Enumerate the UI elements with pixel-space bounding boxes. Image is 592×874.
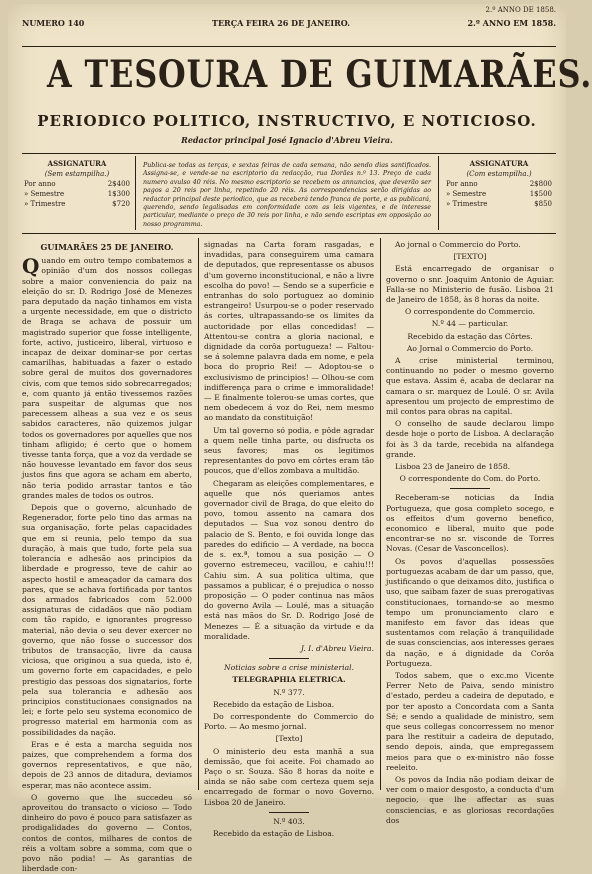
header-rule: [22, 46, 556, 47]
article-paragraph: Do correspondente do Commercio do Porto. — Ao mesmo jornal.: [204, 711, 374, 732]
column-3: [386, 240, 554, 825]
article-signature: O correspondente do Commercio.: [405, 307, 535, 317]
subscription-note: (Com estampilha.): [466, 170, 532, 178]
header-line: [22, 6, 556, 36]
subscription-title: ASSIGNATURA: [469, 159, 529, 168]
section-heading: TELEGRAPHIA ELETRICA.: [232, 675, 346, 685]
article-paragraph: Recebido da estação de Lisboa.: [213, 828, 335, 838]
article-paragraph: A crise ministerial terminou, continuando no poder o mesmo governo que estava. Assim é, acaba de declarar na camara o sr. marquez de Loulé. O sr. Avila apresentou um projecto de emprestimo de mil contos para obras na capital.: [386, 356, 554, 417]
masthead-subtitle: PERIODICO POLITICO, INSTRUCTIVO, E NOTICIOSO.: [37, 112, 537, 130]
notice-divider-left: [135, 156, 136, 230]
corner-note: 2.º ANNO DE 1858.: [485, 6, 556, 14]
section-heading: Noticias sobre a crise ministerial.: [224, 663, 354, 673]
subscription-title: ASSIGNATURA: [47, 159, 107, 168]
section-rule: [269, 812, 309, 813]
issue-number: NUMERO 140: [22, 18, 85, 28]
column-divider: [198, 238, 199, 790]
subscription-row: Por anno 2$400: [24, 180, 130, 188]
subscription-row: » Trimestre $720: [24, 200, 130, 208]
subscription-right: [446, 159, 552, 209]
article-paragraph: O governo que lhe succedeu só aproveitou do transacto o vicioso — Todo dinheiro do povo é pouco para satisfazer as prodigalidades do governo — Contos, contos de contos, milhares de contos de réis a voltam sobre a somma, com que o povo não podia! — As garantias de liberdade con-: [22, 792, 192, 874]
subscription-row: Por anno 2$800: [446, 180, 552, 188]
redactor-line: Redactor principal José Ignacio d'Abreu Vieira.: [181, 135, 393, 145]
article-paragraph: Receberam-se noticias da India Portugueza, que gosa completo socego, e os effeitos d'um governo benefico, economico e liberal, muito que pode encontrar-se no sr. visconde de Torres Novas. (Cesar de Vasconcellos).: [386, 493, 554, 554]
article-signature: J. I. d'Abreu Vieira.: [300, 643, 374, 653]
telegram-number: N.º 44 — particular.: [431, 319, 509, 329]
article-paragraph: Eras e é esta a marcha seguida nos paizes, que comprehendem a forma dos governos representativos, e que não, depois de 23 annos de ditadura, deviamos esperar, mas não acontece assim.: [22, 739, 192, 790]
subscription-row: » Semestre 1$500: [446, 190, 552, 198]
article-paragraph: Recebido da estação das Côrtes.: [407, 331, 533, 341]
column-divider: [380, 238, 381, 790]
column-1: [22, 240, 192, 874]
article-paragraph: O ministerio deu esta manhã a sua demissão, que foi aceite. Foi chamado ao Paço o sr. Souza. São 8 horas da noite e ainda se não sabe com certeza quem seja encarregado de formar o novo Governo. Lisboa 20 de Janeiro.: [204, 746, 374, 807]
article-signature: O correspondente do Com. do Porto.: [399, 474, 541, 484]
article-paragraph: Recebido da estação de Lisboa.: [213, 699, 335, 709]
masthead-rule: [22, 153, 556, 154]
subscription-note: (Sem estampilha.): [44, 170, 110, 178]
subscription-row: » Semestre 1$300: [24, 190, 130, 198]
article-paragraph: Um tal governo só podia, e pôde agradar a quem nelle tinha parte, ou disfructa os seus favores; mas os legitimos representantes do povo em côrtes eram tão poucos, que d'ellos zombava a multidão.: [204, 425, 374, 476]
columns-rule: [22, 233, 556, 234]
article-paragraph: Os povos d'aquellas possessões portuguezas acabam de dar um passo, que, justificando o que deixamos dito, justifica o uso, que saibam fazer de suas prerogativas constitucionaes, tornando-se ao mesmo tempo um pronunciamento claro e manifesto em favor das ideas que sustentamos com relação á tranquilidade de suas consciencias, aos interesses geraes da nação, e á dignidade da Corôa Portugueza.: [386, 556, 554, 668]
article-paragraph: signadas na Carta foram rasgadas, e invadidas, para conseguirem uma camara de deputados, que representasse os abusos d'um governo inconstitucional, e não a livre escolha do povo! — Sendo se a superficie e entranhas do solo portuguez ao dominio estrangeiro! Usurpou-se o poder reservado ás cortes, ultrapassando-se os limites da auctoridade por ellas concedidas! — Attentou-se contra a gloria nacional, e dignidade da corôa portugueza! — Faltou-se á solemne palavra dada em nome, e pela boca do proprio Rei! — Adoptou-se o exclusivismo de principios! — Olhou-se com indifferença para o crime e immoralidade! — E finalmente tolerou-se umas cortes, que nem obedecem á voz do Rei, nem mesmo ao mandato da constituição!: [204, 240, 374, 423]
subscription-left: [24, 159, 130, 209]
text-marker: [Texto]: [275, 734, 303, 744]
article-paragraph: Chegaram as eleições complementares, e aquelle que nós queriamos antes governador civil de Braga, do que eleito do povo, tomou assento na camara dos deputados — Sua voz sonou dentro do palacio de S. Bento, e foi ouvida longe das paredes do edificio — A verdade, na bocca de s. ex.ª, tomou a sua posição — O governo estremeceu, vacillou, e cahiu!!! Cahiu sim. A sua politica ultima, que passamos a publicar, é o prejudica o nosso proposição — O poder continua nas mãos do governo Avila — Loulé, mas a situação está nas mãos do Sr. D. Rodrigo José de Menezes — É a situação da virtude e da moralidade.: [204, 478, 374, 641]
section-rule: [269, 658, 309, 659]
issue-year: 2.º ANNO EM 1858.: [467, 18, 556, 28]
article-paragraph: Todos sabem, que o exc.mo Vicente Ferrer Neto de Paiva, sendo ministro d'estado, perdeu a cadeira de deputado, e por ter aposto a Concordata com a Santa Sé; e sendo a qualidade de ministro, sem que seus collegas concorressem no menor para lhe restituir a cadeira de deputado, sendo depois, ainda, que empregassem meios para que o ex-ministro não fosse reeleito.: [386, 670, 554, 772]
section-rule: [450, 488, 490, 489]
article-paragraph: Ao Jornal o Commercio do Porto.: [406, 343, 534, 353]
article-paragraph: Depois que o governo, alcunhado de Regenerador, forte pelo tino das armas na sua organisação, forte pelas capacidades que em si reunia, pelo tempo da sua duração, à mais que tudo, forte pela sua tolerancia e adhesão aos principios da liberdade e progresso, teve de cahir ao aspecto hostil e ameaçador da camara dos pares, que se achava fortificada por tantos dos armados fabricados com 52.000 assignaturas de cidadãos que não podiam com tão rapido, e ignorantes progresso material, não devia o seu dever exercer no governo, que não fosse o successor dos tributos de transacção, livre da causa viciosa, que originou a sua queda, isto é, um governo forte em capacidades, e pelo prestigio das pessoas dos signatarios, forte pela sua tolerancia e adhesão aos principios constitucionaes consignados na lei; e forte pelo seu systema economico de progresso material em harmonia com as possibilidades da nação.: [22, 503, 192, 737]
article-paragraph: Ao jornal o Commercio do Porto.: [395, 240, 521, 249]
article-paragraph: Lisboa 23 de Janeiro de 1858.: [395, 462, 511, 472]
publication-notice: Publica-se todas as terças, e sextas feiras de cada semana, não sendo dias santificados. Assigna-se, e vende-se na escriptorio da redacção, rua Dorães n.º 13. Preço de cada numero avulso 40 réis. No mesmo escriptorio se recebem os annuncios, que deverão ser pagos a 20 reis por linha, repetindo 20 réis. As correspondencias serão dirigidas ao redactor principal deste periodico, que as receberá tendo franca de porte, e as publicará, querendo, sendo legalisadas em conformidade com as leis vigentes, e de interesse particular, mediante o preço de 30 reis por linha, e não sendo escriptas em opposição ao nosso programma.: [143, 162, 431, 228]
section-heading: GUIMARÃES 25 DE JANEIRO.: [40, 242, 174, 252]
notice-divider-right: [438, 156, 439, 230]
subscription-row: » Trimestre $850: [446, 200, 552, 208]
telegram-number: N.º 377.: [273, 687, 305, 697]
column-2: [204, 240, 374, 838]
masthead-title: A TESOURA DE GUIMARÃES.: [47, 52, 592, 96]
newspaper-page: [8, 4, 592, 874]
article-paragraph: Quando em outro tempo combatemos a opinião d'um dos nossos collegas sobre a maior conveniencia do paiz na eleição do sr. D. Rodrigo José de Menezes para deputado da nação tinhamos em vista a urgente necessidade, em que o districto de Braga se achava de possuir um magistrado superior que fosse intelligente, forte, activo, justiceiro, liberal, virtuoso e incapaz de deixar dominar-se por certas camarilhas, habituadas a fazer o estado sobre geral de muitos dos governadores civis, com que temos sido sobrecarregados; e, com quanto já então tivessemos razões para suspeitar de algumas que nos parecessem alheas a sua vez e os seus sabidos caracteres, não quizemos julgar todos os governadores por aquelles que nos tinham afligido; é certo que o homem tivesse tanta força, que a voz da verdade se não houvesse levantado em favor dos seus justos fins que agora se acham em aberto, não teria podido arrastar tantos e tão grandes males de todos os outros.: [22, 254, 192, 500]
article-paragraph: Os povos da India não podiam deixar de ver com o maior desgosto, a conducta d'um negocio, que lhe affectar as suas consciencias, e as gloriosas recordações dos: [386, 774, 554, 825]
telegram-number: N.º 403.: [273, 816, 305, 826]
article-paragraph: Está encarregado de organisar o governo o snr. Joaquim Antonio de Aguiar. Falla-se no Ministerio de fusão. Lisboa 21 de Janeiro de 1858, às 8 horas da noite.: [386, 264, 554, 305]
article-paragraph: O conselho de saude declarou limpo desde hoje o porto de Lisboa. A declaração foi às 3 da tarde, recebida na alfandega grande.: [386, 419, 554, 459]
text-marker: [TEXTO]: [453, 252, 487, 262]
issue-date: TERÇA FEIRA 26 DE JANEIRO.: [212, 18, 351, 28]
drop-cap: Q: [22, 254, 40, 279]
